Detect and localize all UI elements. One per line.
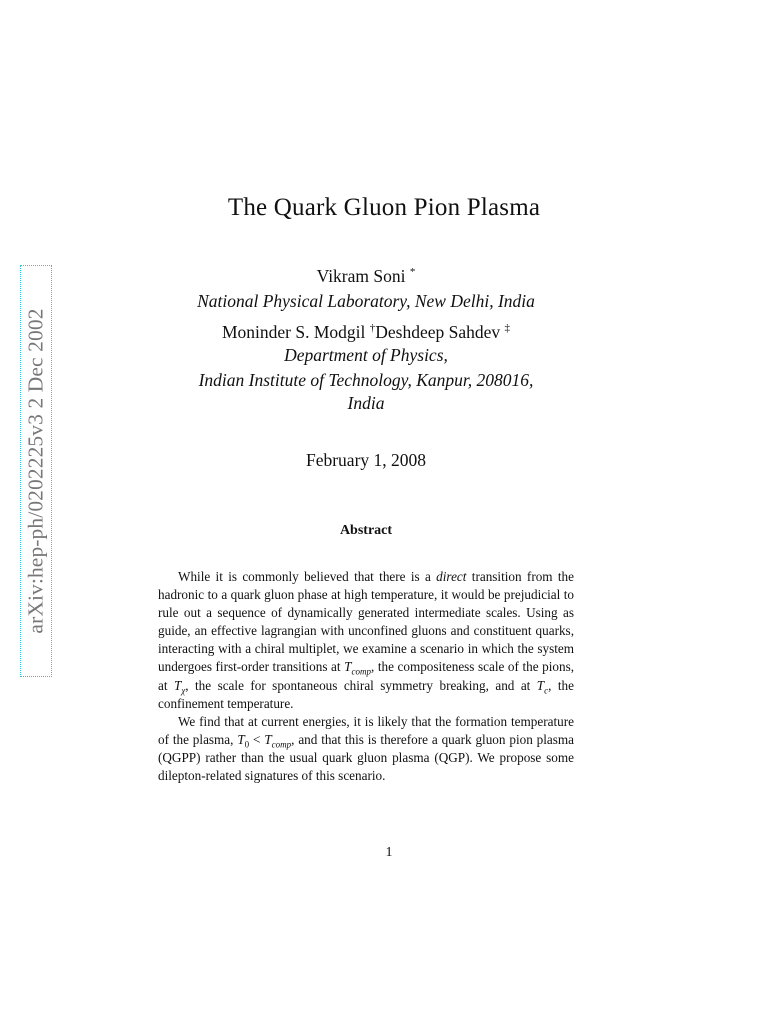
affiliation-2-line-3: India bbox=[347, 393, 385, 413]
author-1-name: Vikram Soni bbox=[316, 266, 406, 286]
arxiv-identifier-text: arXiv:hep-ph/0202225v3 2 Dec 2002 bbox=[23, 308, 48, 634]
abstract-heading: Abstract bbox=[339, 523, 393, 538]
affiliation-1: National Physical Laboratory, New Delhi, India bbox=[197, 291, 535, 311]
author-2-name: Moninder S. Modgil bbox=[221, 322, 366, 342]
abstract-body bbox=[158, 568, 574, 785]
affiliation-2-line-2: Indian Institute of Technology, Kanpur, 208016, bbox=[198, 370, 534, 390]
author-2-footnote-mark[interactable]: † bbox=[369, 322, 376, 335]
paper-date: February 1, 2008 bbox=[305, 450, 427, 470]
authors-2-3 bbox=[0, 321, 732, 343]
affiliation-2-line-1: Department of Physics, bbox=[284, 345, 448, 365]
abstract-paragraph-1: While it is commonly believed that there is a direct transition from the hadronic to a quark gluon phase at high temperature, it would be prejudicial to rule out a sequence of dynamically generated intermediate scales. Using as guide, an effective lagrangian with unconfined gluons and constituent quarks, interacting with a chiral multiplet, we examine a scenario in which the system undergoes first-order transitions at $T_{comp}$, the compositeness scale of the pions, at $T_\chi$, the scale for spontaneous chiral symmetry breaking, and at $T_c$, the confinement temperature. bbox=[158, 569, 575, 711]
author-3-footnote-mark[interactable]: ‡ bbox=[504, 322, 511, 335]
author-3-name: Deshdeep Sahdev bbox=[375, 322, 501, 342]
abstract-paragraph-2: We find that at current energies, it is likely that the formation temperature of the plasma, $T_0 < T_{comp}$, and that this is therefore a quark gluon pion plasma (QGPP) rather than the usual quark gluon plasma (QGP). We propose some dilepton-related signatures of this scenario. bbox=[158, 713, 575, 784]
author-1-footnote-mark[interactable]: * bbox=[409, 266, 416, 279]
paper-title: The Quark Gluon Pion Plasma bbox=[227, 194, 541, 221]
author-1 bbox=[0, 265, 732, 287]
page-number: 1 bbox=[385, 845, 393, 860]
